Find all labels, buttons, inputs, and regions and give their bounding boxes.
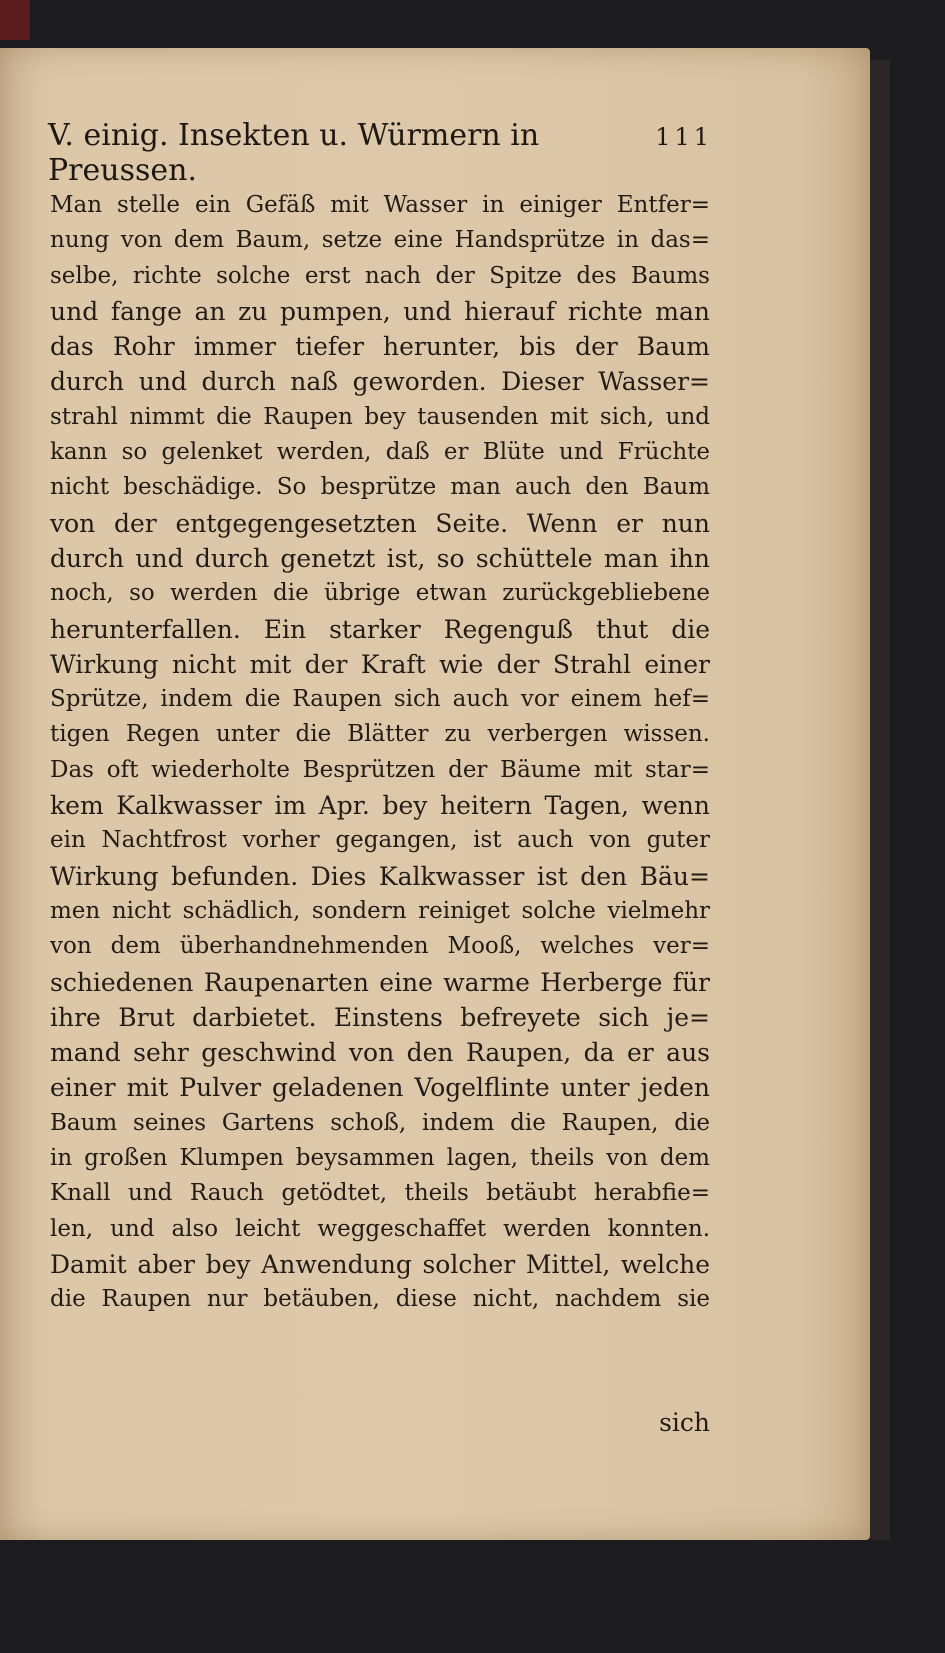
text-line: Sprütze, indem die Raupen sich auch vor einem hef= — [50, 686, 710, 713]
text-line: Das oft wiederholte Besprützen der Bäume mit star= — [50, 756, 710, 783]
text-line: noch, so werden die übrige etwan zurückgebliebene — [50, 580, 710, 607]
book-spine-shadow — [870, 60, 890, 1540]
text-line: durch und durch genetzt ist, so schüttele man ihn — [50, 543, 710, 573]
text-line: einer mit Pulver geladenen Vogelflinte unter jeden — [50, 1073, 710, 1103]
text-line: das Rohr immer tiefer herunter, bis der Baum — [50, 332, 710, 362]
running-header — [48, 118, 713, 188]
text-line: von dem überhandnehmenden Mooß, welches ver= — [50, 933, 710, 960]
text-line: ihre Brut darbietet. Einstens befreyete sich je= — [50, 1002, 710, 1032]
text-line: len, und also leicht weggeschaffet werden konnten. — [50, 1215, 710, 1242]
text-line: Man stelle ein Gefäß mit Wasser in einiger Entfer= — [50, 192, 710, 218]
body-text — [50, 188, 710, 1318]
text-line: Damit aber bey Anwendung solcher Mittel, welche — [50, 1249, 710, 1279]
text-line: selbe, richte solche erst nach der Spitze des Baums — [50, 262, 710, 289]
text-line: und fange an zu pumpen, und hierauf richte man — [50, 296, 710, 326]
text-line: schiedenen Raupenarten eine warme Herberge für — [50, 967, 710, 997]
text-line: Knall und Rauch getödtet, theils betäubt herabfie= — [50, 1180, 710, 1207]
text-line: die Raupen nur betäuben, diese nicht, nachdem sie — [50, 1286, 710, 1313]
text-line: kem Kalkwasser im Apr. bey heitern Tagen, wenn — [50, 791, 710, 821]
text-line: Wirkung nicht mit der Kraft wie der Strahl einer — [50, 649, 710, 679]
text-line: durch und durch naß geworden. Dieser Wasser= — [50, 367, 710, 397]
text-line: herunterfallen. Ein starker Regenguß thut die — [50, 614, 710, 644]
text-line: Wirkung befunden. Dies Kalkwasser ist den Bäu= — [50, 861, 710, 891]
text-line: men nicht schädlich, sondern reiniget solche vielmehr — [50, 897, 710, 924]
catchword: sich — [659, 1408, 710, 1437]
running-title: V. einig. Insekten u. Würmern in Preussen. — [48, 118, 540, 188]
page-number: 111 — [655, 123, 713, 151]
text-line: strahl nimmt die Raupen bey tausenden mit sich, und — [50, 403, 710, 430]
text-line: in großen Klumpen beysammen lagen, theils von dem — [50, 1145, 710, 1172]
text-line: tigen Regen unter die Blätter zu verbergen wissen. — [50, 721, 710, 748]
text-line: ein Nachtfrost vorher gegangen, ist auch von guter — [50, 827, 710, 854]
text-line: mand sehr geschwind von den Raupen, da er aus — [50, 1038, 710, 1068]
text-line: kann so gelenket werden, daß er Blüte und Früchte — [50, 439, 710, 466]
text-line: von der entgegengesetzten Seite. Wenn er nun — [50, 508, 710, 538]
book-edge-ribbon — [0, 0, 30, 40]
text-line: Baum seines Gartens schoß, indem die Raupen, die — [50, 1109, 710, 1136]
text-line: nung von dem Baum, setze eine Handsprütze in das= — [50, 227, 710, 254]
text-line: nicht beschädige. So besprütze man auch den Baum — [50, 474, 710, 501]
